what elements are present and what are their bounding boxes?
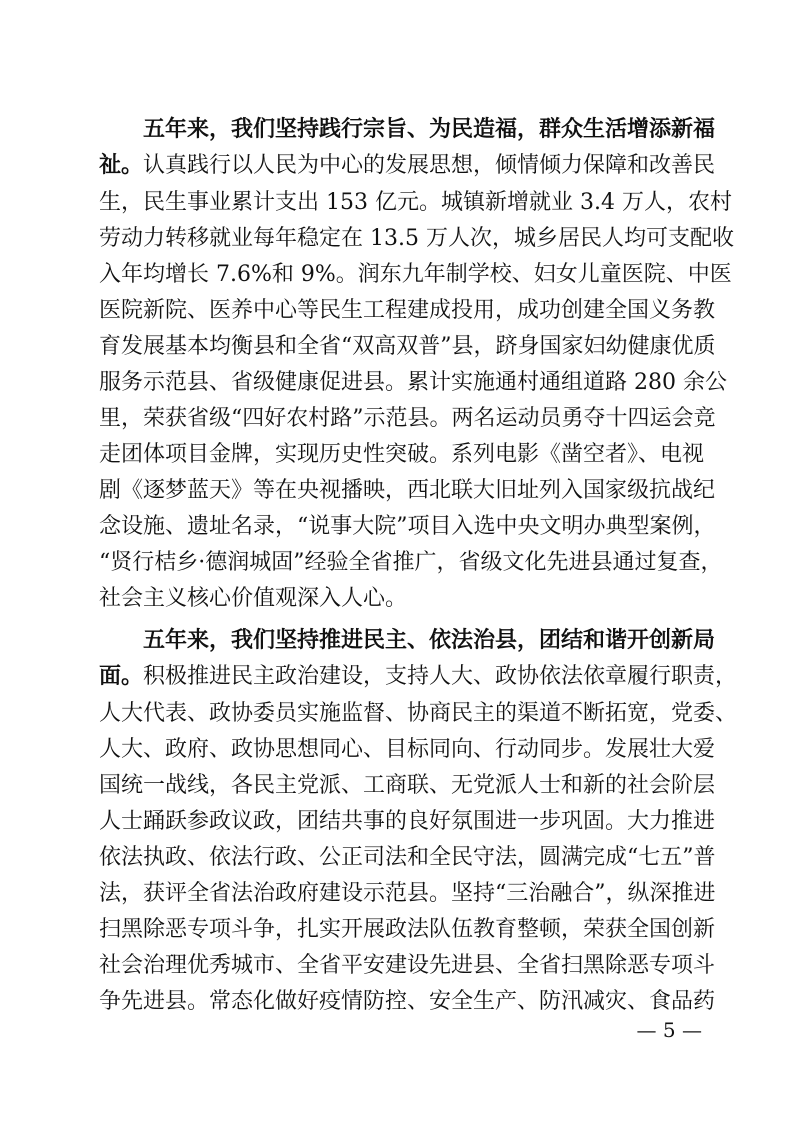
bold-lead: 五年来，我们坚持践行宗旨、为民造福，群众生活增添新福: [143, 116, 716, 142]
bold-lead: 面。: [99, 663, 144, 689]
body-text: 入年均增长 7.6%和 9%。润东九年制学校、妇女儿童医院、中医: [99, 262, 732, 287]
paragraph-2-line-9: [99, 913, 716, 946]
paragraph-2-line-3: [99, 697, 738, 730]
paragraph-2-line-10: [99, 949, 716, 982]
body-text: 法，获评全省法治政府建设示范县。坚持“三治融合”，纵深推进: [99, 881, 716, 906]
paragraph-2-line-6: [99, 805, 716, 838]
body-text: “贤行桔乡·德润城固”经验全省推广，省级文化先进县通过复查，: [99, 550, 723, 575]
body-text: 劳动力转移就业每年稳定在 13.5 万人次，城乡居民人均可支配收: [99, 226, 734, 251]
paragraph-2-line-1: [143, 624, 716, 657]
body-text: 服务示范县、省级健康促进县。累计实施通村通组道路 280 余公: [99, 370, 727, 395]
paragraph-1-line-11: [99, 474, 716, 507]
paragraph-1-line-6: [99, 294, 716, 327]
paragraph-1-line-5: [99, 258, 732, 291]
body-text: 积极推进民主政治建设，支持人大、政协依法依章履行职责，: [143, 664, 738, 689]
paragraph-2-line-4: [99, 733, 716, 766]
paragraph-1-line-2: [99, 149, 716, 182]
paragraph-1-line-1: [143, 113, 716, 146]
body-text: 扫黑除恶专项斗争，扎实开展政法队伍教育整顿，荣获全国创新: [99, 917, 716, 942]
paragraph-1-line-14: [99, 582, 695, 615]
body-text: 人士踊跃参政议政，团结共事的良好氛围进一步巩固。大力推进: [99, 809, 716, 834]
paragraph-1-line-4: [99, 222, 734, 255]
paragraph-1-line-7: [99, 330, 716, 363]
paragraph-1-line-9: [99, 402, 716, 435]
bold-lead: 祉。: [99, 152, 144, 178]
paragraph-1-line-10: [99, 438, 705, 471]
body-text: 剧《逐梦蓝天》等在央视播映，西北联大旧址列入国家级抗战纪: [99, 478, 716, 503]
paragraph-1-line-3: [99, 186, 732, 219]
paragraph-1-line-13: [99, 546, 723, 579]
paragraph-2-line-2: [99, 660, 738, 693]
body-text: 争先进县。常态化做好疫情防控、安全生产、防汛减灾、食品药: [99, 989, 716, 1014]
body-text: 里，荣获省级“四好农村路”示范县。两名运动员勇夺十四运会竞: [99, 406, 716, 431]
body-text: 育发展基本均衡县和全省“双高双普”县，跻身国家妇幼健康优质: [99, 334, 716, 359]
page-number: — 5 —: [636, 1018, 702, 1042]
body-text: 认真践行以人民为中心的发展思想，倾情倾力保障和改善民: [143, 153, 716, 178]
body-text: 社会主义核心价值观深入人心。: [99, 586, 408, 611]
body-text: 依法执政、依法行政、公正司法和全民守法，圆满完成“七五”普: [99, 845, 716, 870]
body-text: 人大代表、政协委员实施监督、协商民主的渠道不断拓宽，党委、: [99, 701, 738, 726]
paragraph-2-line-7: [99, 841, 716, 874]
paragraph-2-line-8: [99, 877, 716, 910]
body-text: 生，民生事业累计支出 153 亿元。城镇新增就业 3.4 万人，农村: [99, 190, 732, 215]
body-text: 人大、政府、政协思想同心、目标同向、行动同步。发展壮大爱: [99, 737, 716, 762]
paragraph-2-line-5: [99, 769, 716, 802]
body-text: 社会治理优秀城市、全省平安建设先进县、全省扫黑除恶专项斗: [99, 953, 716, 978]
paragraph-1-line-12: [99, 510, 716, 543]
body-text: 念设施、遗址名录，“说事大院”项目入选中央文明办典型案例，: [99, 514, 716, 539]
body-text: 国统一战线，各民主党派、工商联、无党派人士和新的社会阶层: [99, 773, 716, 798]
body-text: 走团体项目金牌，实现历史性突破。系列电影《凿空者》、电视: [99, 442, 705, 467]
body-text: 医院新院、医养中心等民生工程建成投用，成功创建全国义务教: [99, 298, 716, 323]
paragraph-1-line-8: [99, 366, 727, 399]
paragraph-2-line-11: [99, 985, 716, 1018]
bold-lead: 五年来，我们坚持推进民主、依法治县，团结和谐开创新局: [143, 627, 716, 653]
